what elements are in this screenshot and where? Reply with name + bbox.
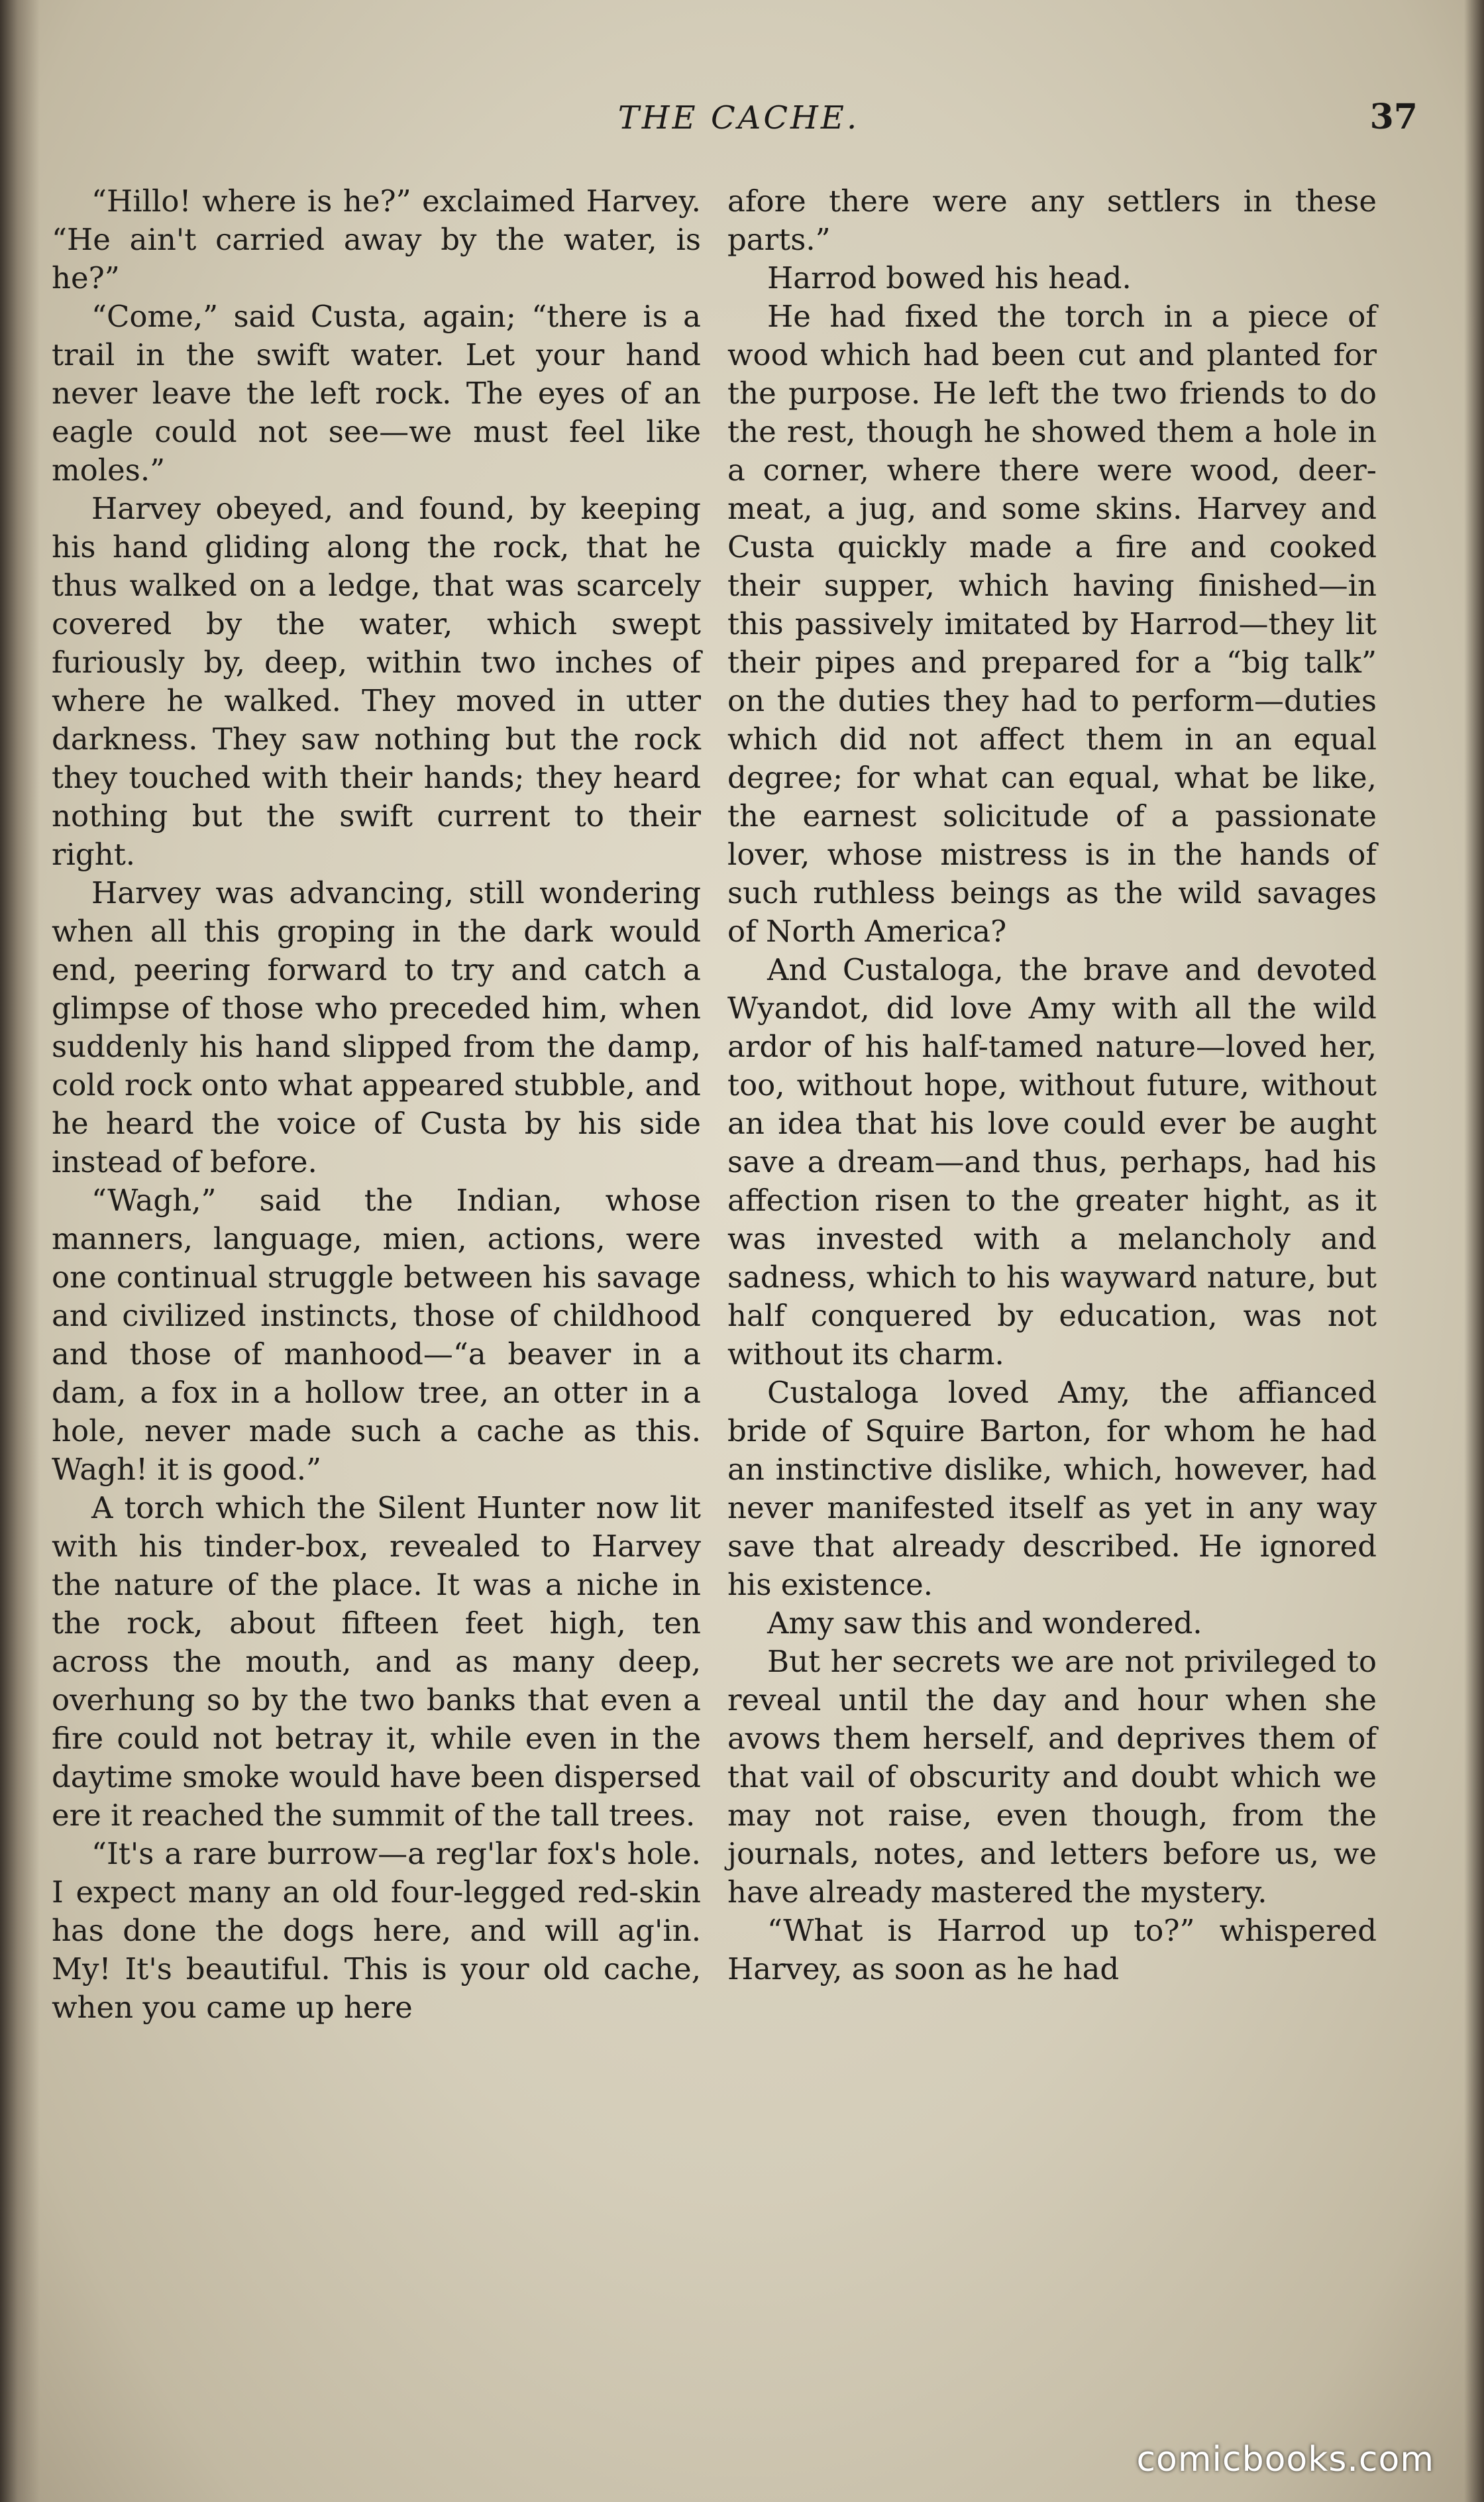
paragraph: “Hillo! where is he?” exclaimed Harvey. “He ain't carried away by the water, is he?” (52, 184, 701, 296)
paragraph: He had fixed the torch in a piece of wood which had been cut and planted for the purpose. He left the two friends to do the rest, though he showed them a hole in a corner, where there were wood, deer-meat, a jug, and some skins. Harvey and Custa quickly made a fire and cooked their supper, which having finished—in this passively imitated by Harrod—they lit their pipes and prepared for a “big talk” on the duties they had to perform—duties which did not affect them in an equal degree; for what can equal, what be like, the earnest solicitude of a passionate lover, whose mistress is in the hands of such ruthless beings as the wild savages of North America? (727, 299, 1377, 949)
paragraph: But her secrets we are not privileged to reveal until the day and hour when she avows them herself, and deprives them of that vail of obscurity and doubt which we may not raise, even though, from the journals, notes, and letters before us, we have already mastered the mystery. (727, 1644, 1377, 1910)
paragraph: Harrod bowed his head. (767, 260, 1132, 296)
paragraph: “What is Harrod up to?” whispered Harvey, as soon as he had (727, 1913, 1377, 1986)
paragraph: Harvey obeyed, and found, by keeping his hand gliding along the rock, that he thus walked on a ledge, that was scarcely covered by the water, which swept furiously by, deep, within two inches of where he walked. They moved in utter darkness. They saw nothing but the rock they touched with their hands; they heard nothing but the swift current to their right. (52, 491, 701, 872)
right-column (727, 182, 1377, 1988)
page-edge (1464, 0, 1484, 2502)
paragraph: A torch which the Silent Hunter now lit with his tinder-box, revealed to Harvey the nature of the place. It was a niche in the rock, about fifteen feet high, ten across the mouth, and as many deep, overhung so by the two banks that even a fire could not betray it, while even in the daytime smoke would have been dispersed ere it reached the summit of the tall trees. (52, 1490, 701, 1833)
left-column (52, 182, 701, 2027)
paragraph: “It's a rare burrow—a reg'lar fox's hole. I expect many an old four-legged red-skin has done the dogs here, and will ag'in. My! It's beautiful. This is your old cache, when you came up here (52, 1836, 701, 2025)
watermark: comicbooks.com (1136, 2440, 1434, 2479)
paragraph: Harvey was advancing, still wondering when all this groping in the dark would end, peering forward to try and catch a glimpse of those who preceded him, when suddenly his hand slipped from the damp, cold rock onto what appeared stubble, and he heard the voice of Custa by his side instead of before. (52, 875, 701, 1179)
binding-shadow (0, 0, 40, 2502)
page-header (60, 99, 1418, 152)
page-number: 37 (1369, 97, 1418, 137)
paragraph: Custaloga loved Amy, the affianced bride of Squire Barton, for whom he had an instinctive dislike, which, however, had never manifested itself as yet in any way save that already described. He ignored his existence. (727, 1375, 1377, 1602)
paragraph: “Come,” said Custa, again; “there is a trail in the swift water. Let your hand never leave the left rock. The eyes of an eagle could not see—we must feel like moles.” (52, 299, 701, 488)
paragraph: Amy saw this and wondered. (767, 1605, 1202, 1641)
paragraph: “Wagh,” said the Indian, whose manners, language, mien, actions, were one continual struggle between his savage and civilized instincts, those of childhood and those of manhood—“a beaver in a dam, a fox in a hollow tree, an otter in a hole, never made such a cache as this. Wagh! it is good.” (52, 1183, 701, 1487)
paragraph: afore there were any settlers in these parts.” (727, 184, 1377, 257)
paragraph: And Custaloga, the brave and devoted Wyandot, did love Amy with all the wild ardor of his half-tamed nature—loved her, too, without hope, without future, without an idea that his love could ever be aught save a dream—and thus, perhaps, had his affection risen to the greater hight, as it was invested with a melancholy and sadness, which to his wayward nature, but half conquered by education, was not without its charm. (727, 952, 1377, 1372)
running-head: THE CACHE. (617, 99, 860, 136)
